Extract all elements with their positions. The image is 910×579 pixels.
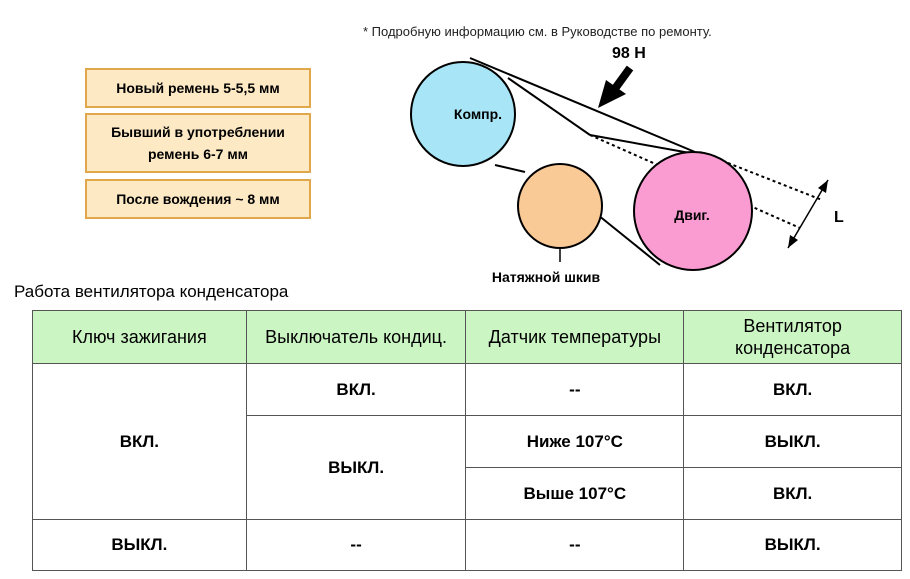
engine-label: Двиг. [674,207,710,223]
condenser-fan-table [32,310,902,571]
tensioner-pulley [518,164,602,248]
force-label: 98 Н [612,45,646,62]
cell-ac-off: ВЫКЛ. [246,416,466,520]
cell-ac-none: -- [246,520,466,571]
cell-fan-on-1: ВКЛ. [684,364,902,416]
tensioner-label: Натяжной шкив [491,269,601,285]
cell-fan-off-2: ВЫКЛ. [684,520,902,571]
cell-sensor-below: Ниже 107°C [466,416,684,468]
cell-ignition-on: ВКЛ. [33,364,247,520]
header-temperature-sensor: Датчик температуры [466,311,684,364]
force-arrow-icon [598,68,630,108]
cell-ignition-off: ВЫКЛ. [33,520,247,571]
cell-sensor-above: Выше 107°C [466,468,684,520]
spec-new-belt-text: Новый ремень 5-5,5 мм [116,80,280,96]
table-row [33,364,902,416]
deflection-label: L [834,209,844,226]
cell-ac-on: ВКЛ. [246,364,466,416]
belt-lower-left-line [495,165,525,172]
cell-fan-on-2: ВКЛ. [684,468,902,520]
l-arrow-bottom [788,235,798,248]
cell-fan-off-1: ВЫКЛ. [684,416,902,468]
table-row [33,520,902,571]
compressor-label: Компр. [453,106,503,122]
table-header-row [33,311,902,364]
repair-manual-note: * Подробную информацию см. в Руководстве по ремонту. [363,24,712,39]
cell-sensor-none-2: -- [466,520,684,571]
header-ac-switch: Выключатель кондиц. [246,311,466,364]
header-condenser-fan: Вентилятор конденсатора [684,311,902,364]
cell-sensor-none-1: -- [466,364,684,416]
table-title: Работа вентилятора конденсатора [14,282,289,301]
header-ignition-key: Ключ зажигания [33,311,247,364]
spec-after-driving-text: После вождения ~ 8 мм [116,191,280,207]
l-arrow-top [818,180,828,193]
spec-used-belt-text: Бывший в употреблении ремень 6-7 мм [111,124,285,162]
belt-upper-left-line [508,78,590,135]
